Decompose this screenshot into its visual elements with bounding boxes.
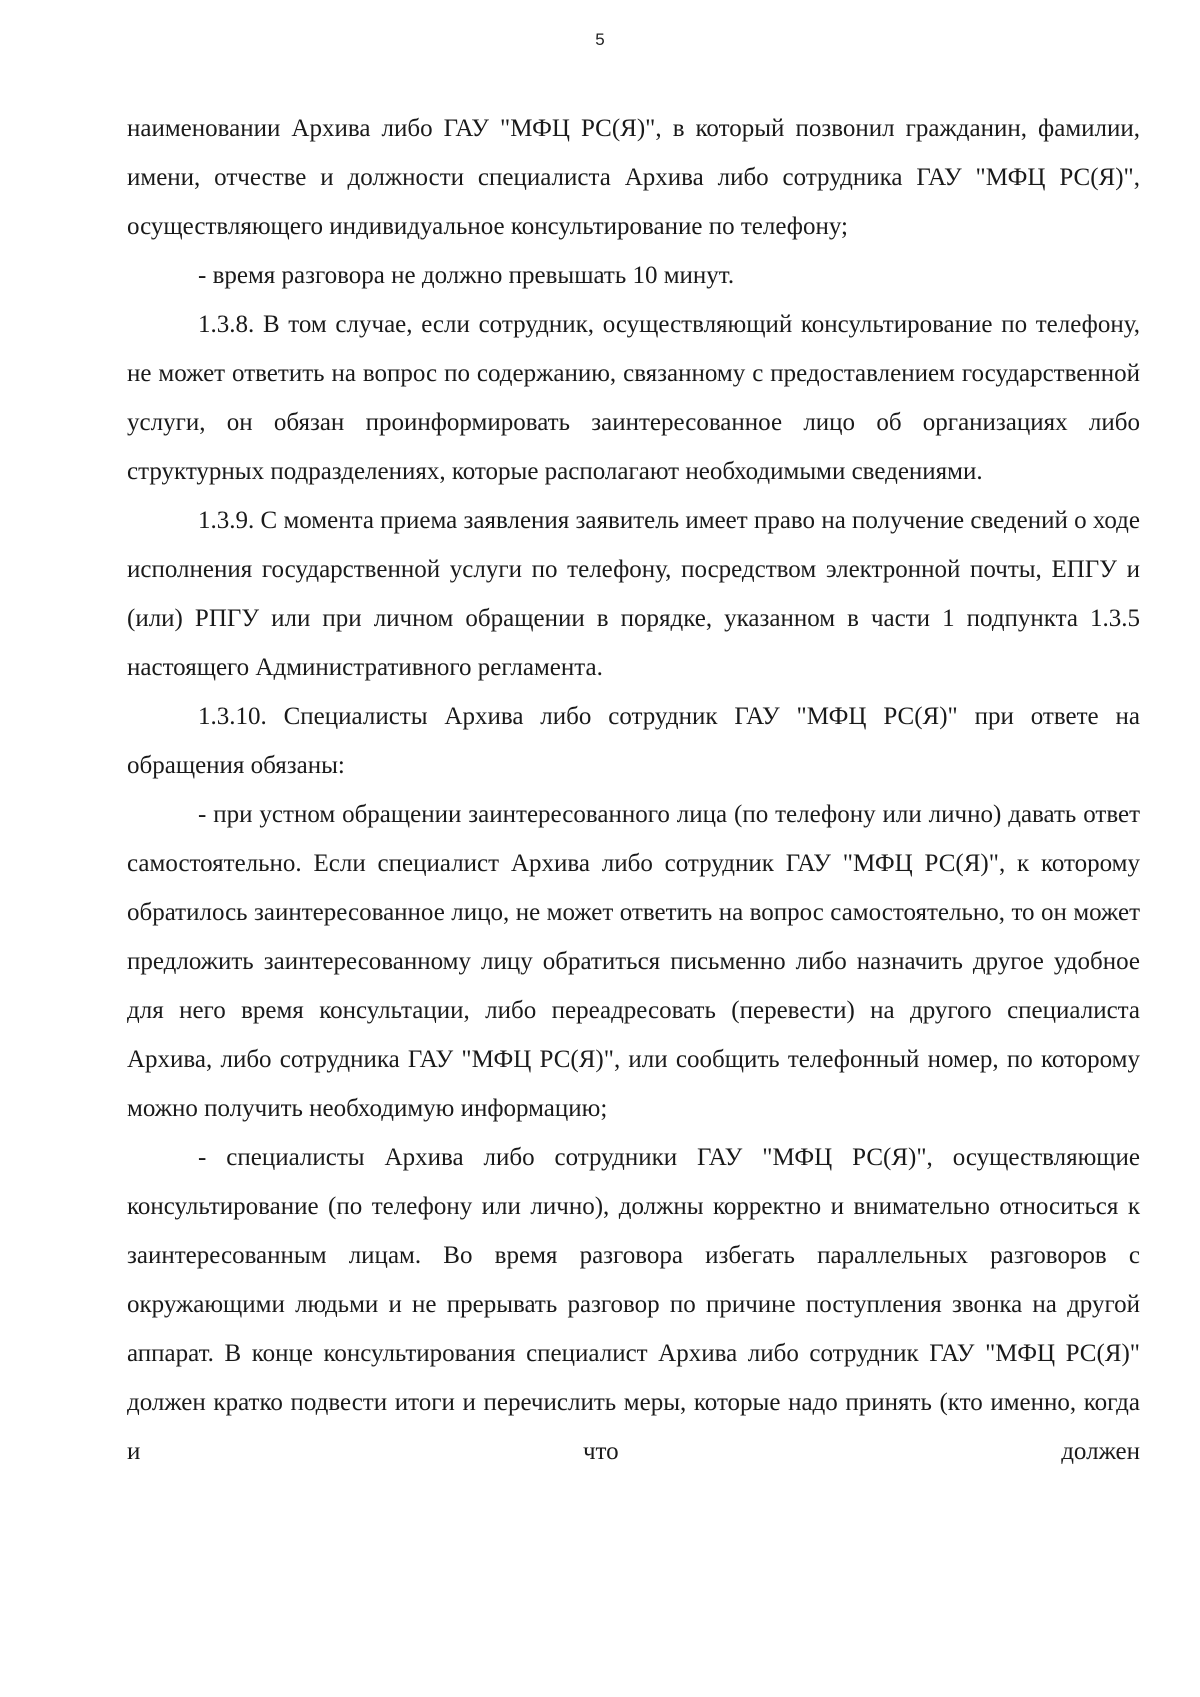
paragraph-call-duration: - время разговора не должно превышать 10 минут. — [198, 262, 735, 289]
page-number: 5 — [595, 30, 605, 49]
paragraph-1-3-9: 1.3.9. С момента приема заявления заявитель имеет право на получение сведений о ходе исполнения государственной услуги по телефону, посредством электронной почты, ЕПГУ и (или) РПГУ или при личном обращении в порядке, указанном в части 1 подпункта 1.3.5 настоящего Административного регламента. — [127, 507, 1140, 681]
paragraph-oral-request: - при устном обращении заинтересованного лица (по телефону или лично) давать ответ самостоятельно. Если специалист Архива либо сотрудник ГАУ "МФЦ РС(Я)", к которому обратилось заинтересованное лицо, не может ответить на вопрос самостоятельно, то он может предложить заинтересованному лицу обратиться письменно либо назначить другое удобное для него время консультации, либо переадресовать (перевести) на другого специалиста Архива, либо сотрудника ГАУ "МФЦ РС(Я)", или сообщить телефонный номер, по которому можно получить необходимую информацию; — [127, 801, 1140, 1122]
paragraph-continuation: наименовании Архива либо ГАУ "МФЦ РС(Я)", в который позвонил гражданин, фамилии, имени, отчестве и должности специалиста Архива либо сотрудника ГАУ "МФЦ РС(Я)", осуществляющего индивидуальное консультирование по телефону; — [127, 115, 1140, 240]
paragraph-1-3-10: 1.3.10. Специалисты Архива либо сотрудник ГАУ "МФЦ РС(Я)" при ответе на обращения обязаны: — [127, 703, 1140, 779]
document-body — [127, 104, 1140, 1476]
paragraph-consulting-conduct: - специалисты Архива либо сотрудники ГАУ "МФЦ РС(Я)", осуществляющие консультирование (по телефону или лично), должны корректно и внимательно относиться к заинтересованным лицам. Во время разговора избегать параллельных разговоров с окружающими людьми и не прерывать разговор по причине поступления звонка на другой аппарат. В конце консультирования специалист Архива либо сотрудник ГАУ "МФЦ РС(Я)" должен кратко подвести итоги и перечислить меры, которые надо принять (кто именно, когда и что должен — [127, 1144, 1140, 1465]
paragraph-1-3-8: 1.3.8. В том случае, если сотрудник, осуществляющий консультирование по телефону, не может ответить на вопрос по содержанию, связанному с предоставлением государственной услуги, он обязан проинформировать заинтересованное лицо об организациях либо структурных подразделениях, которые располагают необходимыми сведениями. — [127, 311, 1140, 485]
